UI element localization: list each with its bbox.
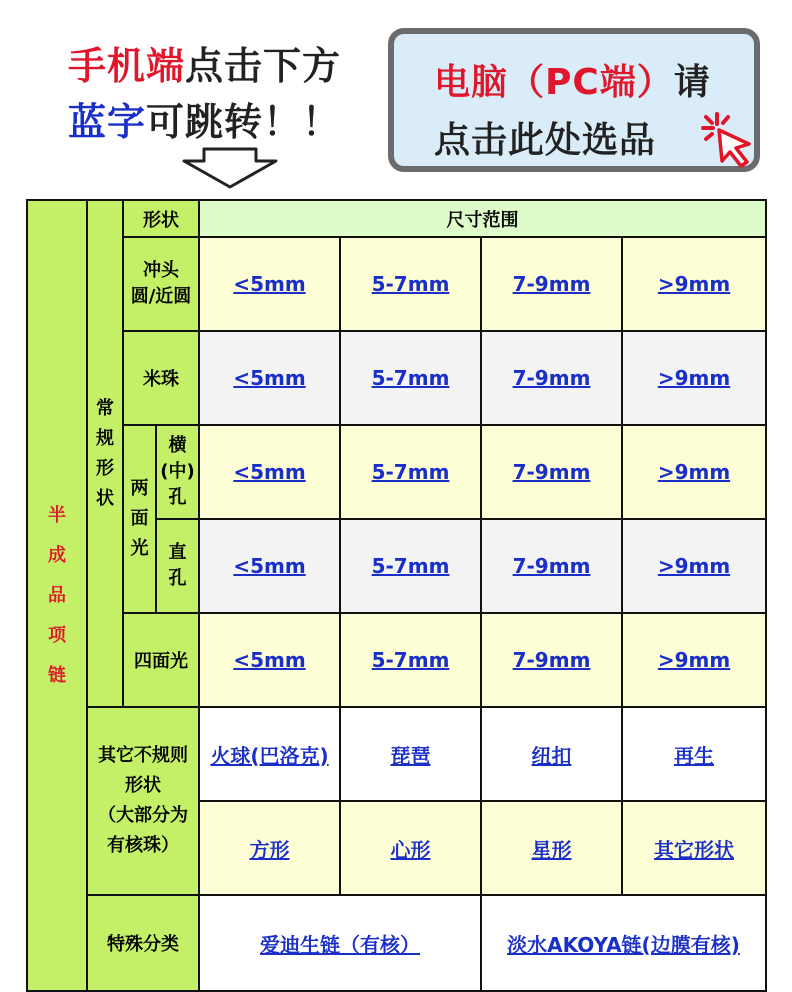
row-label-punch-round: 冲头 圆/近圆 xyxy=(123,237,199,331)
pc-button-line2: 点击此处选品 xyxy=(434,120,657,161)
table-row xyxy=(27,613,766,707)
click-cursor-icon xyxy=(699,110,759,170)
link-akoya[interactable]: 淡水AKOYA链(边膜有核) xyxy=(507,932,740,957)
two-face-label: 两 面 光 xyxy=(123,425,156,613)
link-square[interactable]: 方形 xyxy=(249,837,290,862)
link-horizontal-7-9[interactable]: 7-9mm xyxy=(512,460,591,484)
mobile-instructions xyxy=(68,38,378,150)
special-category-label: 特殊分类 xyxy=(87,895,199,991)
link-rice-7-9[interactable]: 7-9mm xyxy=(512,366,591,390)
link-regenerated[interactable]: 再生 xyxy=(674,743,714,768)
link-straight-5-7[interactable]: 5-7mm xyxy=(371,554,450,578)
pc-button-line1: 电脑（PC端）请 xyxy=(434,62,711,103)
link-four-face-5-7[interactable]: 5-7mm xyxy=(371,648,450,672)
link-heart[interactable]: 心形 xyxy=(390,837,431,862)
table-row xyxy=(27,237,766,331)
link-horizontal-gt9[interactable]: >9mm xyxy=(657,460,731,484)
mobile-instruction-line1: 手机端点击下方 xyxy=(68,44,342,88)
table-row xyxy=(27,895,766,991)
down-arrow-icon xyxy=(182,147,278,189)
link-button[interactable]: 纽扣 xyxy=(531,743,572,768)
link-pipa[interactable]: 琵琶 xyxy=(390,743,431,768)
regular-shape-label: 常 规 形 状 xyxy=(87,200,123,707)
table-row xyxy=(27,425,766,519)
link-straight-gt9[interactable]: >9mm xyxy=(657,554,731,578)
link-punch-7-9[interactable]: 7-9mm xyxy=(512,272,591,296)
shape-header: 形状 xyxy=(123,200,199,237)
link-four-face-lt5[interactable]: <5mm xyxy=(233,648,306,672)
table-row xyxy=(27,331,766,425)
table-header-row xyxy=(27,200,766,237)
link-baroque[interactable]: 火球(巴洛克) xyxy=(210,743,329,768)
link-edison[interactable]: 爱迪生链（有核） xyxy=(260,932,420,957)
irregular-shape-label: 其它不规则 形状 （大部分为 有核珠） xyxy=(87,707,199,895)
mobile-instruction-line2: 蓝字可跳转！！ xyxy=(68,100,342,144)
link-punch-lt5[interactable]: <5mm xyxy=(233,272,306,296)
link-rice-gt9[interactable]: >9mm xyxy=(657,366,731,390)
link-horizontal-lt5[interactable]: <5mm xyxy=(233,460,306,484)
row-label-straight-hole: 直 孔 xyxy=(156,519,199,613)
link-other-shapes[interactable]: 其它形状 xyxy=(654,837,734,862)
link-rice-lt5[interactable]: <5mm xyxy=(233,366,306,390)
row-label-four-face: 四面光 xyxy=(123,613,199,707)
link-four-face-gt9[interactable]: >9mm xyxy=(657,648,731,672)
pc-select-button[interactable] xyxy=(388,28,760,172)
link-straight-7-9[interactable]: 7-9mm xyxy=(512,554,591,578)
link-punch-5-7[interactable]: 5-7mm xyxy=(371,272,450,296)
link-rice-5-7[interactable]: 5-7mm xyxy=(371,366,450,390)
size-range-header: 尺寸范围 xyxy=(199,200,766,237)
table-row xyxy=(27,707,766,801)
row-label-rice: 米珠 xyxy=(123,331,199,425)
row-label-horizontal-hole: 横 (中) 孔 xyxy=(156,425,199,519)
link-star[interactable]: 星形 xyxy=(531,837,572,862)
link-straight-lt5[interactable]: <5mm xyxy=(233,554,306,578)
link-four-face-7-9[interactable]: 7-9mm xyxy=(512,648,591,672)
link-punch-gt9[interactable]: >9mm xyxy=(657,272,731,296)
semi-finished-necklace-label: 半 成 品 项 链 xyxy=(27,200,87,991)
product-size-table xyxy=(26,199,767,992)
link-horizontal-5-7[interactable]: 5-7mm xyxy=(371,460,450,484)
